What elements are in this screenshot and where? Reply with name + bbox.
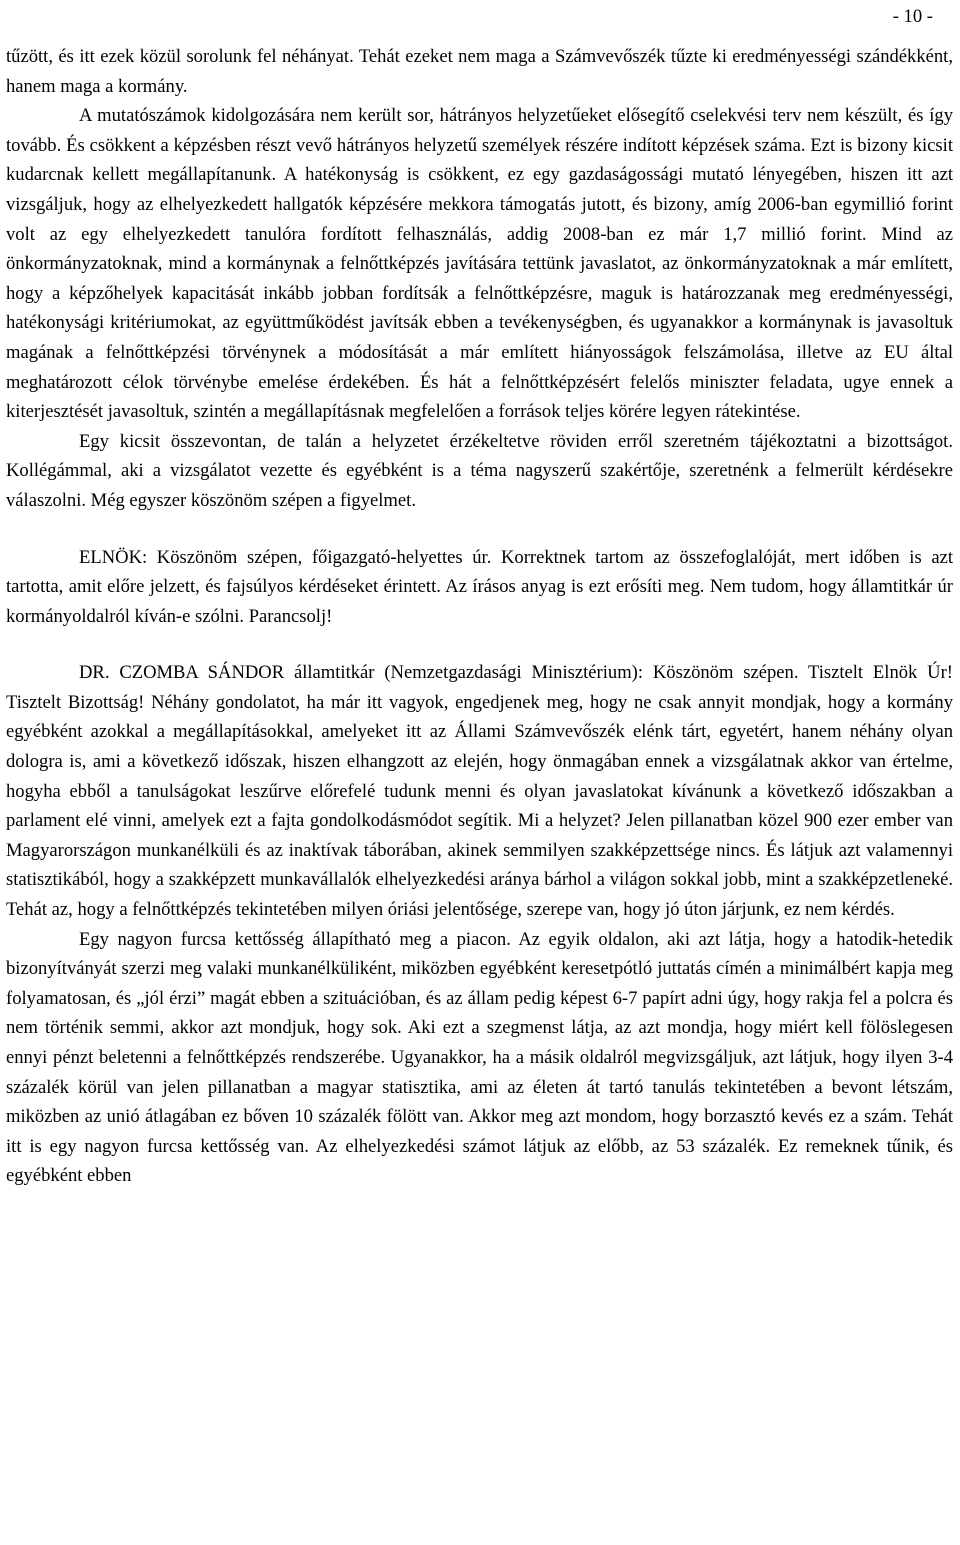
paragraph-3: Egy kicsit összevontan, de talán a helyzetet érzékeltetve röviden erről szeretném tájékoztatni a bizottságot. Kollégámmal, aki a vizsgálatot vezette és egyébként is a téma nagyszerű szakértője, szeretnénk a felmerült kérdésekre válaszolni. Még egyszer köszönöm szépen a figyelmet.	[6, 430, 953, 511]
paragraph-czomba: DR. CZOMBA SÁNDOR államtitkár (Nemzetgazdasági Minisztérium): Köszönöm szépen. Tisztelt Elnök Úr! Tisztelt Bizottság! Néhány gondolatot, ha már itt vagyok, engedjenek meg, hogy ne csak annyit mondjak, hogy a kormány egyébként azokkal a megállapításokkal, amelyeket itt az Állami Számvevőszék elénk tárt, egyetért, hanem néhány olyan dologra is, ami a következő időszak, hiszen elhangzott az elején, hogy önmagában ennek a vizsgálatnak akkor van értelme, hogyha ebből a tanulságokat leszűrve előrefelé tudunk menni és olyan javaslatokat kívánunk a következő időszakban a parlament elé vinni, amelyek ezt a fajta gondolkodásmódot segítik. Mi a helyzet? Jelen pillanatban közel 900 ezer ember van Magyarországon munkanélküli és az inaktívak táborában, akinek semmilyen szakképzettsége nincs. És látjuk azt valamennyi statisztikából, hogy a szakképzett munkavállalók elhelyezkedési aránya bárhol a világon sokkal jobb, mint a szakképzetleneké. Tehát az, hogy a felnőttképzés tekintetében milyen óriási jelentősége, szerepe van, hogy jó úton járjunk, ez nem kérdés.	[6, 662, 953, 921]
page-number: - 10 -	[892, 6, 933, 27]
paragraph-elnok: ELNÖK: Köszönöm szépen, főigazgató-helyettes úr. Korrektnek tartom az összefoglalóját, mert időben is azt tartotta, amit előre jelzett, és fajsúlyos kérdéseket érintett. Az írásos anyag is ezt erősíti meg. Nem tudom, hogy államtitkár úr kormányoldalról kíván-e szólni. Parancsolj!	[6, 546, 953, 627]
paragraph-6: Egy nagyon furcsa kettősség állapítható meg a piacon. Az egyik oldalon, aki azt látja, hogy a hatodik-hetedik bizonyítványát szerzi meg valaki munkanélküliként, miközben egyébként keresetpótló juttatás címén a minimálbért kapja meg folyamatosan, és „jól érzi” magát ebben a szituációban, és az állam pedig képest 6-7 papírt adni úgy, hogy rakja fel a polcra és nem történik semmi, akkor azt mondjuk, hogy sok. Aki ezt a szegmenst látja, az azt mondja, hogy miért kell fölöslegesen ennyi pénzt beletenni a felnőttképzés rendszerébe. Ugyanakkor, ha a másik oldalról megvizsgáljuk, azt látjuk, hogy ilyen 3-4 százalék körül van jelen pillanatban a magyar statisztika, ami az életen át tartó tanulás tekintetében a bevont létszám, miközben az unió átlagában ez bőven 10 százalék fölött van. Akkor meg azt mondom, hogy borzasztó kevés ez a szám. Tehát itt is egy nagyon furcsa kettősség van. Az elhelyezkedési számot látjuk az előbb, az 53 százalék. Ez remeknek tűnik, és egyébként ebben	[6, 928, 953, 1187]
paragraph-1: tűzött, és itt ezek közül sorolunk fel néhányat. Tehát ezeket nem maga a Számvevőszék tűzte ki eredményességi szándékként, hanem maga a kormány.	[6, 46, 953, 97]
document-body	[6, 42, 953, 1191]
paragraph-2: A mutatószámok kidolgozására nem került sor, hátrányos helyzetűeket elősegítő cselekvési terv nem készült, és így tovább. És csökkent a képzésben részt vevő hátrányos helyzetű személyek részére indított képzések száma. Ezt is bizony kicsit kudarcnak kellett megállapítanunk. A hatékonyság is csökkent, ez egy gazdaságossági mutató lényegében, hiszen itt azt vizsgáljuk, hogy az elhelyezkedett hallgatók képzésére mekkora támogatás jutott, és bizony, amíg 2006-ban egymillió forint volt az egy elhelyezkedett tanulóra fordított felhasználás, addig 2008-ban ez már 1,7 millió forint. Mind az önkormányzatoknak, mind a kormánynak a felnőttképzés javítására tettünk javaslatot, az önkormányzatoknak a már említett, hogy a képzőhelyek kapacitását inkább jobban fordítsák a felnőttképzésre, maguk is határozzanak meg eredményességi, hatékonysági kritériumokat, az együttműködést javítsák ebben a tevékenységben, és ugyanakkor a kormánynak is javasoltuk magának a felnőttképzési törvénynek a módosítását a már említett hiányosságok felszámolása, illetve az EU által meghatározott célok törvénybe emelése érdekében. És hát a felnőttképzésért felelős miniszter feladata, ugye ennek a kiterjesztését javasoltuk, szintén a megállapításnak megfelelően a források teljes körére legyen rátekintése.	[6, 105, 953, 423]
